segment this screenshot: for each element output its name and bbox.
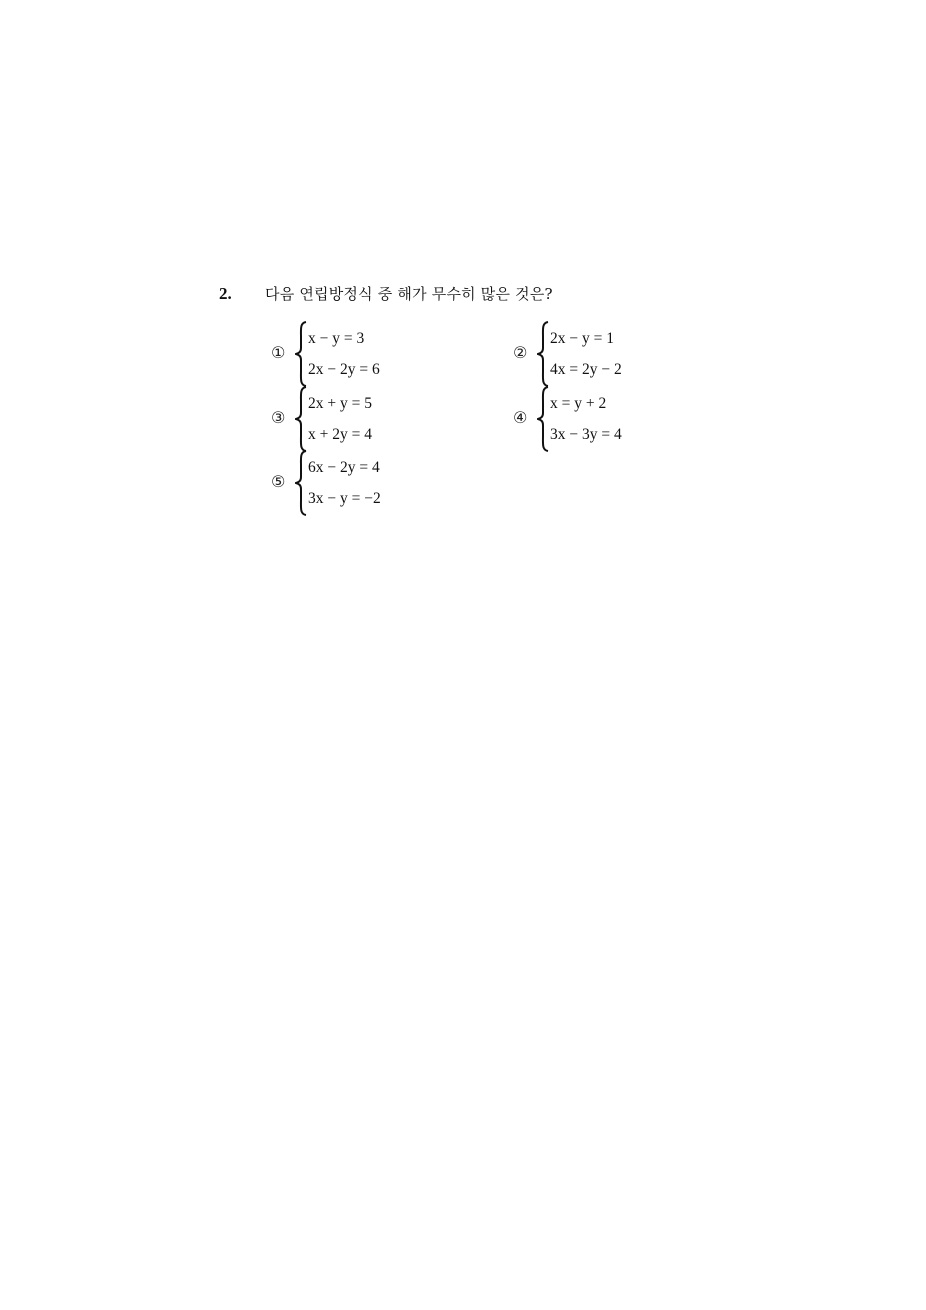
left-brace-icon: [295, 321, 309, 387]
choice-marker: ⑤: [271, 472, 286, 491]
equation-1: 6x − 2y = 4: [308, 459, 380, 476]
question-text: 다음 연립방정식 중 해가 무수히 많은 것은?: [265, 285, 553, 303]
equation-1: 2x − y = 1: [550, 330, 614, 347]
choice-5[interactable]: [271, 450, 471, 516]
equation-1: 2x + y = 5: [308, 395, 372, 412]
equation-2: 3x − y = −2: [308, 490, 381, 507]
left-brace-icon: [295, 450, 309, 516]
choice-marker: ②: [513, 343, 528, 362]
choice-1[interactable]: [271, 321, 471, 387]
choice-marker: ①: [271, 343, 286, 362]
equation-2: x + 2y = 4: [308, 426, 372, 443]
choice-2[interactable]: [513, 321, 713, 387]
equation-2: 4x = 2y − 2: [550, 361, 622, 378]
left-brace-icon: [537, 321, 551, 387]
choice-marker: ④: [513, 408, 528, 427]
equation-2: 3x − 3y = 4: [550, 426, 622, 443]
left-brace-icon: [295, 386, 309, 452]
left-brace-icon: [537, 386, 551, 452]
equation-1: x = y + 2: [550, 395, 607, 412]
choice-4[interactable]: [513, 386, 713, 452]
equation-2: 2x − 2y = 6: [308, 361, 380, 378]
choice-3[interactable]: [271, 386, 471, 452]
problem-number: 2.: [219, 284, 232, 303]
choice-marker: ③: [271, 408, 286, 427]
equation-1: x − y = 3: [308, 330, 365, 347]
